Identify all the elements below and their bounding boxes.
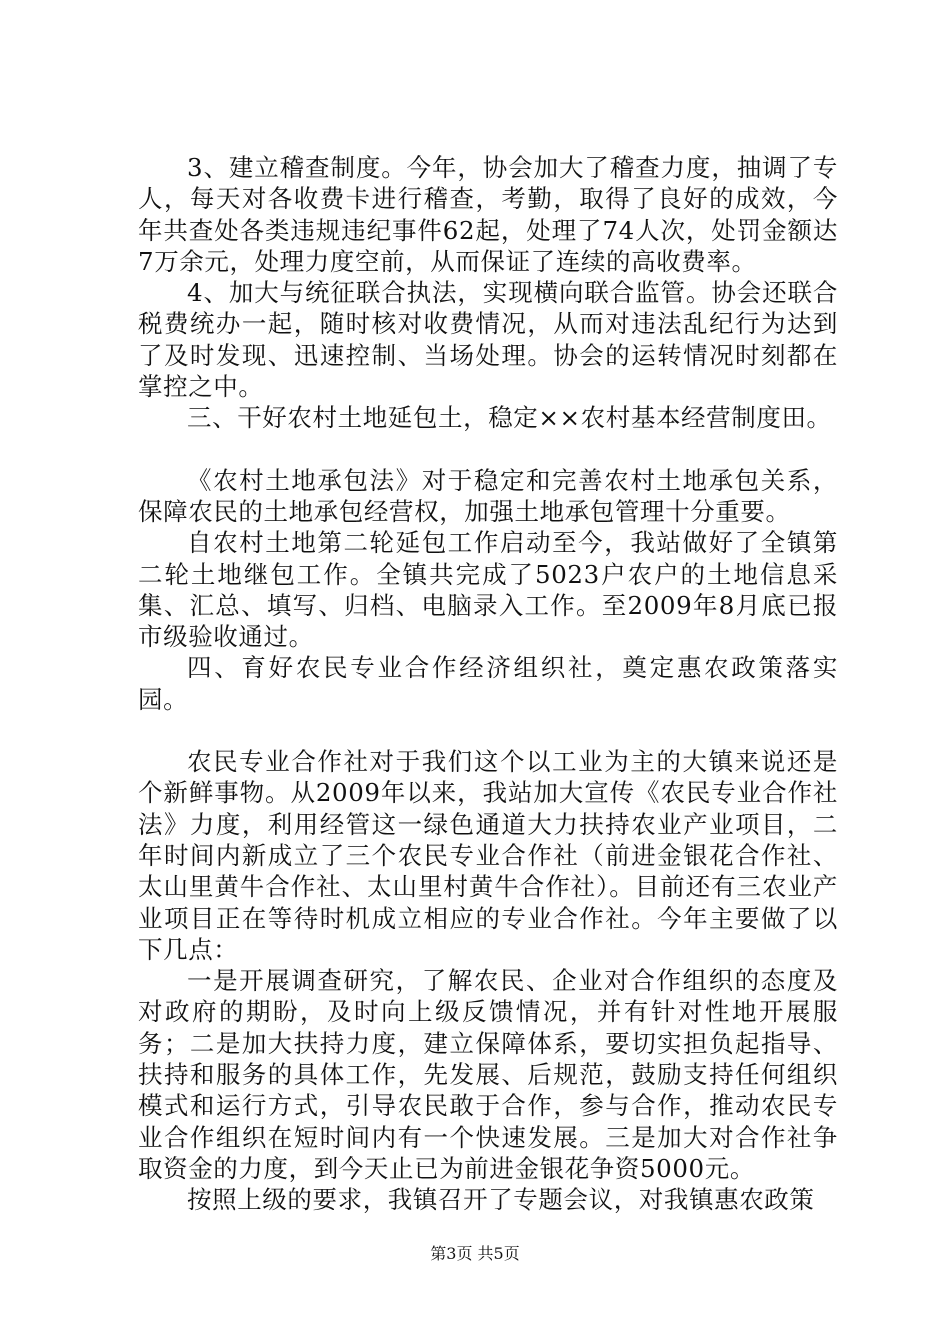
section-heading-land-contract: 三、干好农村土地延包土，稳定××农村基本经营制度田。 — [187, 403, 832, 433]
document-body — [138, 152, 838, 1216]
section-heading-cooperatives: 四、育好农民专业合作经济组织社，奠定惠农政策落实园。 — [138, 653, 838, 714]
paragraph-joint-enforcement: 4、加大与统征联合执法，实现横向联合监管。协会还联合税费统办一起，随时核对收费情况，从而对违法乱纪行为达到了及时发现、迅速控制、当场处理。协会的运转情况时刻都在掌控之中。 — [138, 278, 838, 402]
page-number-footer: 第3页 共5页 — [430, 1244, 520, 1263]
paragraph-audit-system: 3、建立稽查制度。今年，协会加大了稽查力度，抽调了专人，每天对各收费卡进行稽查，考勤，取得了良好的成效，今年共查处各类违规违纪事件62起，处理了74人次，处罚金额达7万余元，处理力度空前，从而保证了连续的高收费率。 — [138, 153, 838, 276]
paragraph-meeting: 按照上级的要求，我镇召开了专题会议，对我镇惠农政策 — [187, 1185, 815, 1215]
paragraph-cooperatives-actions: 一是开展调查研究，了解农民、企业对合作组织的态度及对政府的期盼，及时向上级反馈情况，并有针对性地开展服务；二是加大扶持力度，建立保障体系，要切实担负起指导、扶持和服务的具体工作，先发展、后规范，鼓励支持任何组织模式和运行方式，引导农民敢于合作，参与合作，推动农民专业合作组织在短时间内有一个快速发展。三是加大对合作社争取资金的力度，到今天止已为前进金银花争资5000元。 — [138, 966, 838, 1183]
paragraph-second-round-contract: 自农村土地第二轮延包工作启动至今，我站做好了全镇第二轮土地继包工作。全镇共完成了5023户农户的土地信息采集、汇总、填写、归档、电脑录入工作。至2009年8月底已报市级验收通过。 — [138, 528, 838, 652]
paragraph-land-law: 《农村土地承包法》对于稳定和完善农村土地承包关系，保障农民的土地承包经营权，加强土地承包管理十分重要。 — [138, 465, 838, 526]
paragraph-cooperatives-intro: 农民专业合作社对于我们这个以工业为主的大镇来说还是个新鲜事物。从2009年以来，我站加大宣传《农民专业合作社法》力度，利用经管这一绿色通道大力扶持农业产业项目，二年时间内新成立了三个农民专业合作社（前进金银花合作社、太山里黄牛合作社、太山里村黄牛合作社）。目前还有三农业产业项目正在等待时机成立相应的专业合作社。今年主要做了以下几点： — [138, 747, 838, 964]
